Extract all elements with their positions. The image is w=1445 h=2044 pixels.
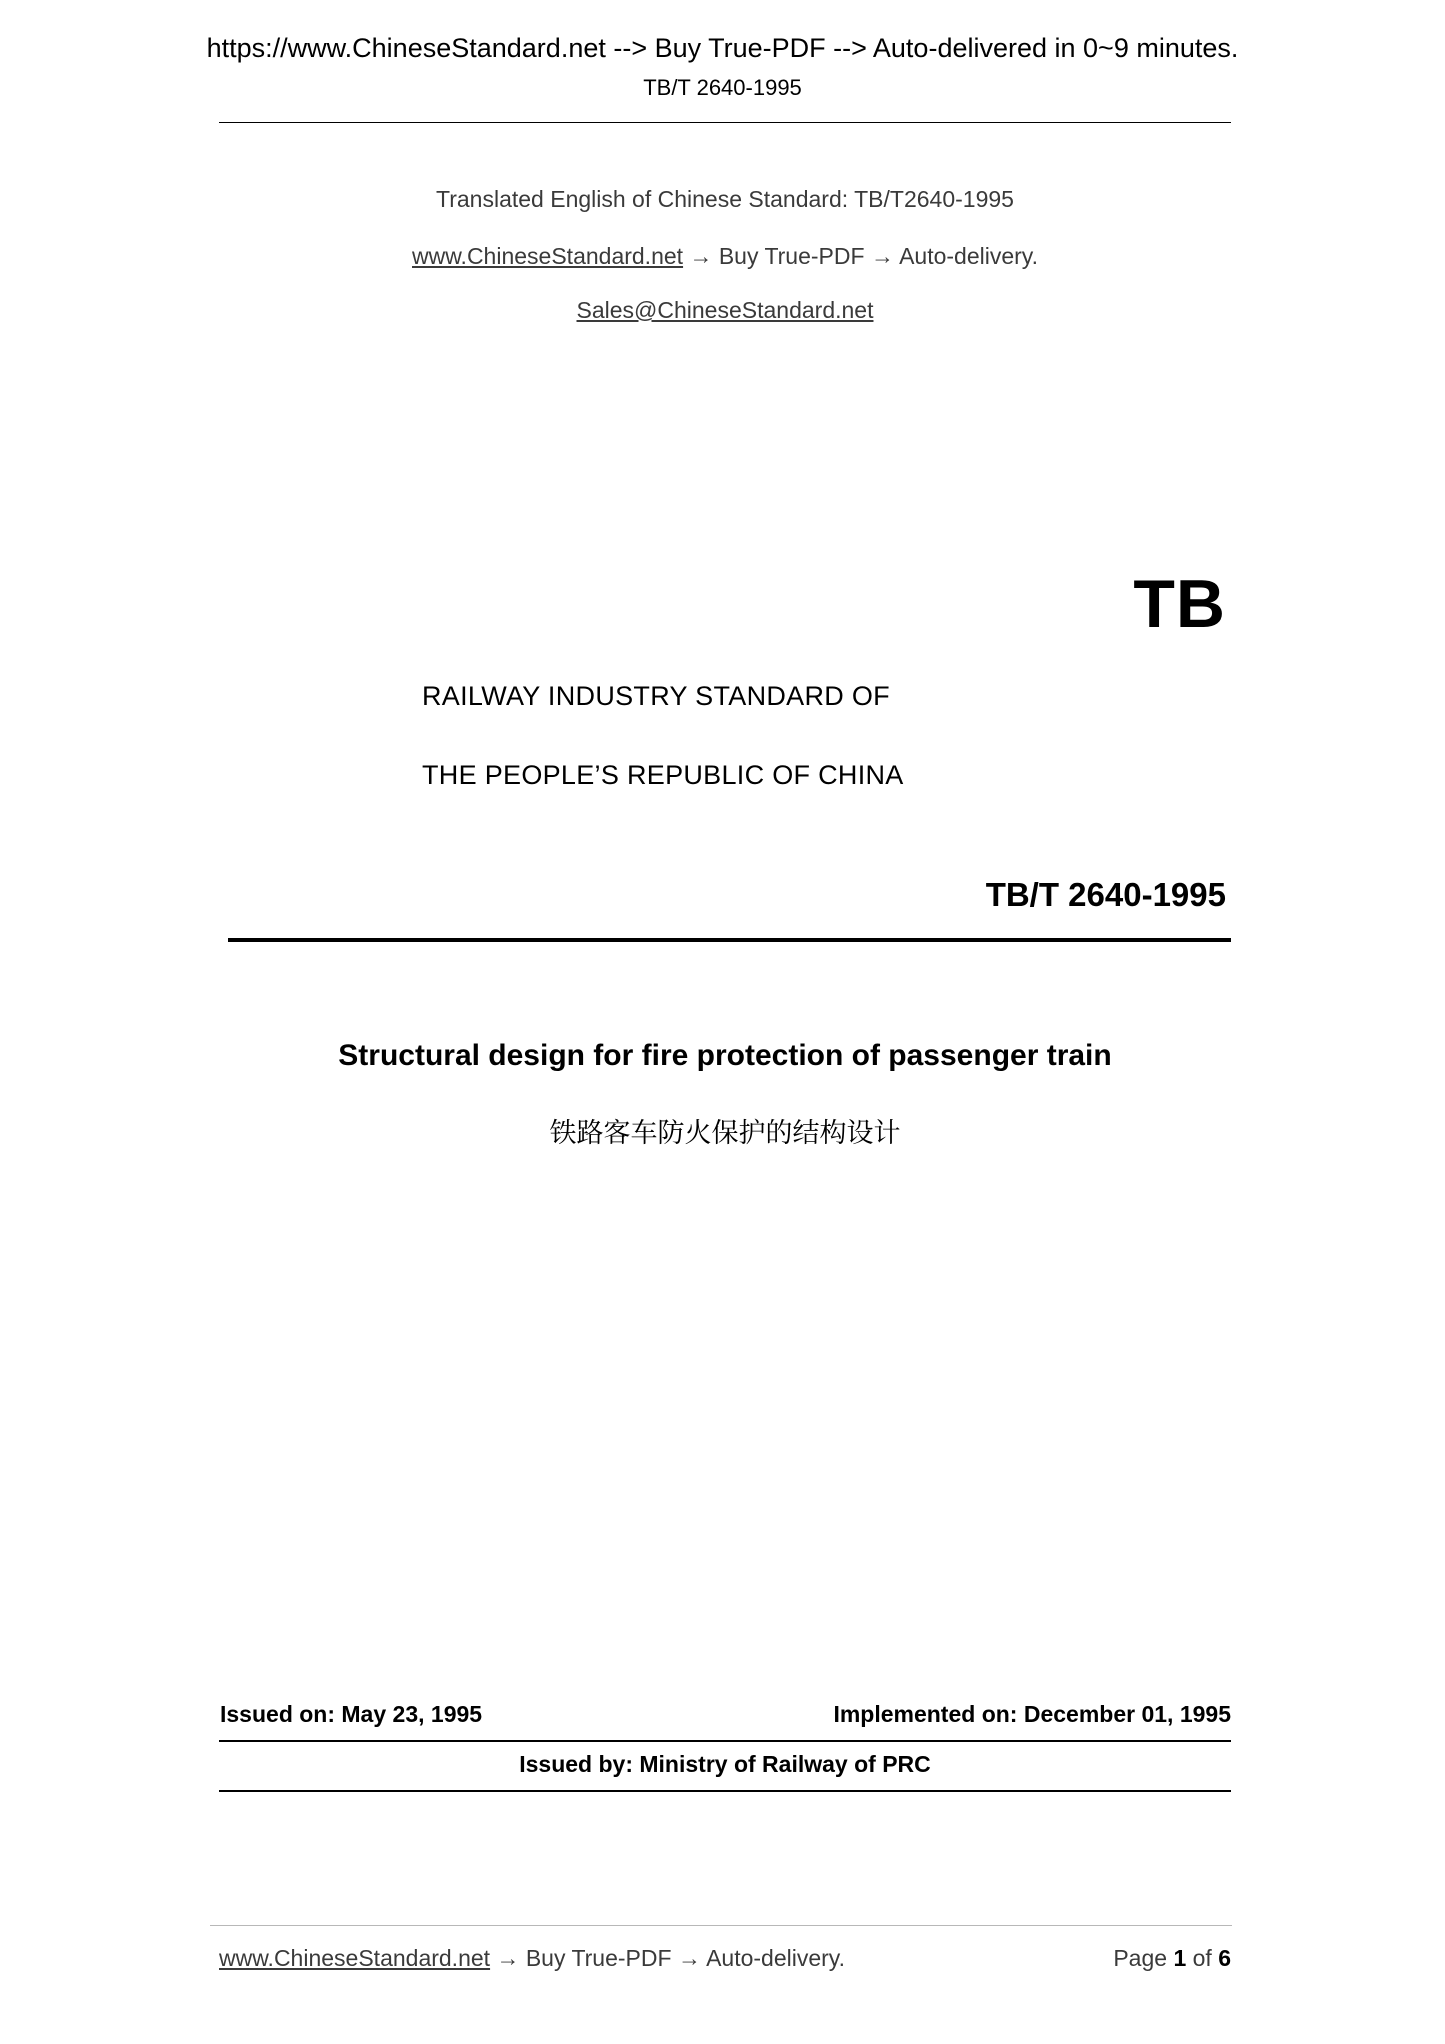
footer-delivery-label: Auto-delivery. xyxy=(706,1945,845,1971)
footer-arrow-2: → xyxy=(677,1945,701,1971)
footer-pagination xyxy=(1113,1945,1231,1972)
dates-divider xyxy=(219,1740,1231,1742)
issued-by-divider xyxy=(219,1790,1231,1792)
page-footer xyxy=(219,1945,1231,1972)
footer-page-total: 6 xyxy=(1218,1945,1231,1971)
issued-on-date: Issued on: May 23, 1995 xyxy=(220,1701,483,1727)
intro-links-line xyxy=(219,229,1231,283)
standard-number: TB/T 2640-1995 xyxy=(985,876,1226,913)
footer-page-label: Page xyxy=(1113,1945,1168,1971)
intro-block xyxy=(219,172,1231,337)
issued-by: Issued by: Ministry of Railway of PRC xyxy=(519,1751,931,1777)
organization-line-1: RAILWAY INDUSTRY STANDARD OF xyxy=(422,681,890,711)
intro-arrow-1: → xyxy=(689,243,713,269)
standard-number-divider xyxy=(228,938,1231,942)
header-divider xyxy=(219,122,1231,123)
footer-page-number: 1 xyxy=(1173,1945,1187,1971)
dates-row xyxy=(219,1701,1231,1728)
footer-of-label: of xyxy=(1192,1945,1212,1971)
header-document-code: TB/T 2640-1995 xyxy=(643,75,802,100)
title-chinese: 铁路客车防火保护的结构设计 xyxy=(549,1118,901,1149)
intro-site-link[interactable]: www.ChineseStandard.net xyxy=(412,243,684,269)
intro-buy-label: Buy True-PDF xyxy=(718,243,865,269)
header-watermark: https://www.ChineseStandard.net --> Buy True-PDF --> Auto-delivered in 0~9 minutes. xyxy=(206,33,1239,63)
footer-site-link[interactable]: www.ChineseStandard.net xyxy=(219,1945,491,1971)
footer-buy-label: Buy True-PDF xyxy=(525,1945,672,1971)
intro-arrow-2: → xyxy=(870,243,894,269)
intro-email-link[interactable]: Sales@ChineseStandard.net xyxy=(576,297,874,323)
organization-line-2: THE PEOPLE’S REPUBLIC OF CHINA xyxy=(422,760,904,790)
title-english: Structural design for fire protection of passenger train xyxy=(338,1039,1112,1072)
intro-translated-line: Translated English of Chinese Standard: TB/T2640-1995 xyxy=(436,186,1014,212)
intro-email-line xyxy=(219,283,1231,337)
tb-logo: TB xyxy=(1133,566,1226,642)
intro-delivery-label: Auto-delivery. xyxy=(899,243,1038,269)
implemented-on-date: Implemented on: December 01, 1995 xyxy=(833,1701,1231,1727)
footer-divider xyxy=(210,1925,1232,1926)
footer-arrow-1: → xyxy=(496,1945,520,1971)
footer-links xyxy=(219,1945,845,1972)
